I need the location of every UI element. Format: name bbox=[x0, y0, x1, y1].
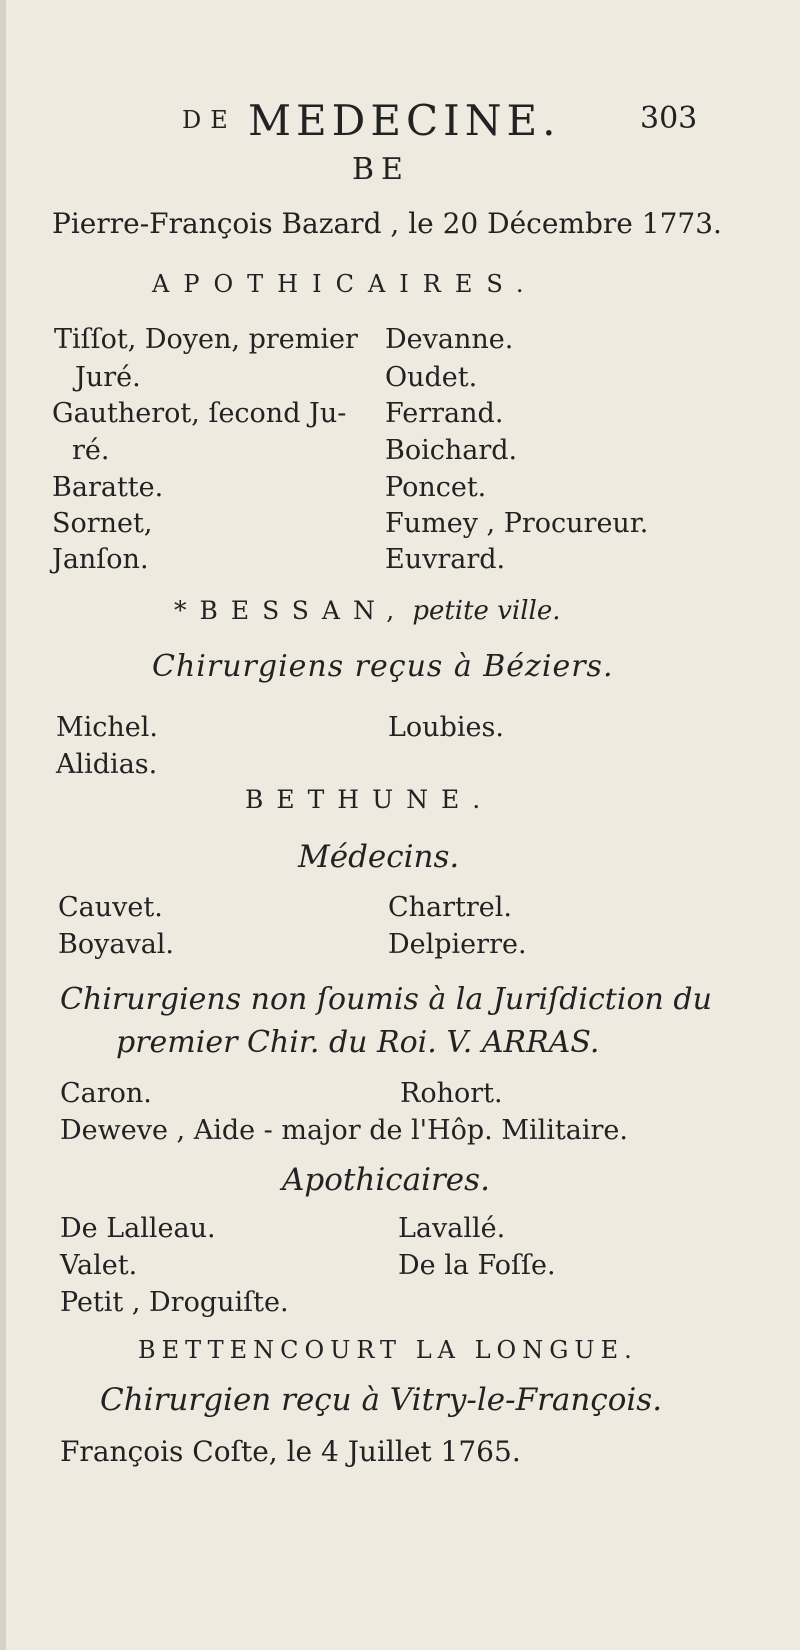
subheading-chirurgiens: Chirurgiens reçus à Béziers. bbox=[152, 649, 614, 684]
subheading-medecins: Médecins. bbox=[298, 839, 460, 875]
list-item: Fumey , Procureur. bbox=[385, 508, 649, 539]
list-item: Lavallé. bbox=[398, 1213, 506, 1244]
page-gutter bbox=[0, 0, 6, 1650]
list-item: Valet. bbox=[60, 1250, 138, 1281]
entry-line: Pierre-François Bazard , le 20 Décembre 1773. bbox=[52, 207, 722, 240]
section-heading-apothicaires: APOTHICAIRES. bbox=[152, 270, 538, 298]
bessan-heading: *BESSAN, bbox=[174, 596, 408, 625]
list-item: Chartrel. bbox=[388, 892, 513, 923]
list-item: Gautherot, ſecond Ju- bbox=[52, 398, 347, 429]
section-heading-be: BE bbox=[352, 152, 410, 187]
list-item: Euvrard. bbox=[385, 544, 506, 575]
running-head-de: DE bbox=[182, 106, 237, 134]
list-item: Alidias. bbox=[56, 749, 158, 780]
list-item: Michel. bbox=[56, 712, 158, 743]
list-item: ré. bbox=[72, 435, 110, 466]
list-item: Baratte. bbox=[52, 472, 164, 503]
list-item: De la Foſſe. bbox=[398, 1250, 556, 1281]
list-item: Caron. bbox=[60, 1078, 152, 1109]
running-head-medecine: MEDECINE. bbox=[248, 96, 561, 145]
subheading-chirurgiens-line2: premier Chir. du Roi. V. ARRAS. bbox=[116, 1025, 600, 1060]
section-heading-bettencourt: BETTENCOURT LA LONGUE. bbox=[138, 1336, 638, 1364]
list-item: Delpierre. bbox=[388, 929, 527, 960]
entry-line: Deweve , Aide - major de l'Hôp. Militaire. bbox=[60, 1115, 628, 1146]
bessan-note: petite ville. bbox=[412, 596, 561, 626]
list-item: Oudet. bbox=[385, 362, 478, 393]
list-item: Poncet. bbox=[385, 472, 487, 503]
list-item: Petit , Droguiſte. bbox=[60, 1287, 289, 1318]
list-item: Boyaval. bbox=[58, 929, 175, 960]
subheading-chirurgien-vitry: Chirurgien reçu à Vitry-le-François. bbox=[100, 1382, 663, 1418]
list-item: Cauvet. bbox=[58, 892, 163, 923]
section-heading-bessan bbox=[174, 598, 561, 624]
list-item: Ferrand. bbox=[385, 398, 504, 429]
list-item: Sornet, bbox=[52, 508, 153, 539]
entry-line: François Coſte, le 4 Juillet 1765. bbox=[60, 1435, 521, 1468]
list-item: Rohort. bbox=[400, 1078, 503, 1109]
page-number: 303 bbox=[640, 101, 698, 136]
list-item: Loubies. bbox=[388, 712, 504, 743]
list-item: Janſon. bbox=[52, 544, 149, 575]
running-head-title bbox=[248, 96, 561, 145]
section-heading-bethune: BETHUNE. bbox=[245, 785, 494, 814]
list-item: Juré. bbox=[75, 362, 141, 393]
subheading-apothicaires: Apothicaires. bbox=[282, 1162, 490, 1198]
subheading-chirurgiens-non-soumis: Chirurgiens non ſoumis à la Juriſdiction du bbox=[60, 982, 712, 1017]
list-item: Tiſſot, Doyen, premier bbox=[54, 324, 358, 355]
list-item: Devanne. bbox=[385, 324, 514, 355]
list-item: De Lalleau. bbox=[60, 1213, 216, 1244]
list-item: Boichard. bbox=[385, 435, 518, 466]
